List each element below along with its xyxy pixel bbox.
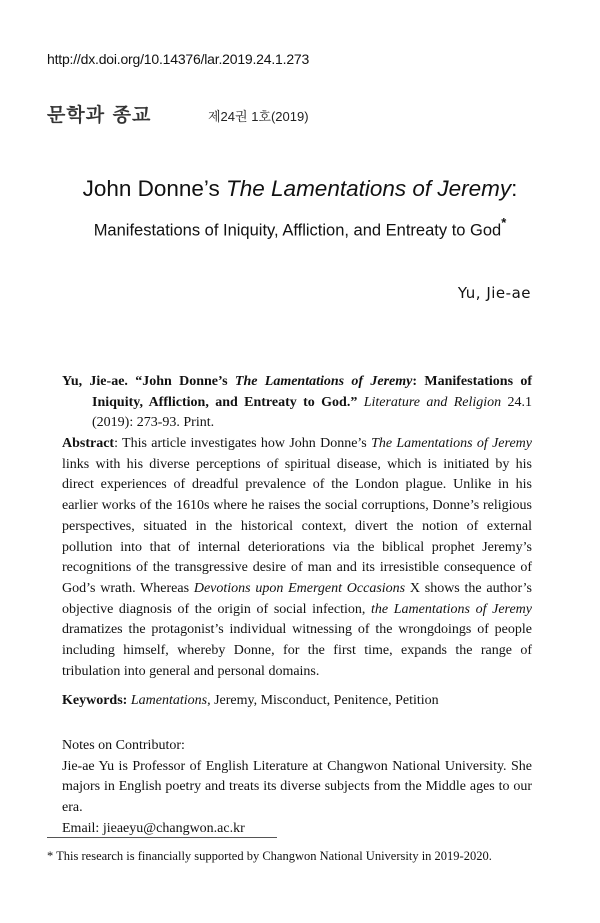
keywords-label: Keywords:	[62, 693, 128, 708]
keywords	[62, 691, 532, 712]
footnote-divider	[47, 837, 277, 838]
notes-email[interactable]: Email: jieaeyu@changwon.ac.kr	[62, 820, 245, 836]
contributor-notes	[62, 736, 532, 840]
abstract-italic: The Lamentations of Jeremy	[371, 436, 532, 451]
abstract	[62, 434, 532, 682]
title-colon: :	[511, 176, 518, 201]
citation	[62, 372, 532, 434]
abstract-italic: the Lamentations of Jeremy	[371, 601, 532, 617]
citation-authors: Yu, Jie-ae.	[62, 374, 128, 389]
abstract-text: X shows the author’s objective diagnosis of the origin of social infection,	[62, 580, 532, 617]
journal-issue: 제24권 1호(2019)	[208, 109, 309, 124]
notes-text: Jie-ae Yu is Professor of English Literature at Changwon National University. She majors in English poetry and treats its diverse subjects from the Middle ages to our era.	[62, 758, 532, 816]
citation-title-post: : Manifestations of Iniquity, Affliction, and Entreaty to God.”	[92, 374, 532, 410]
paper-title	[0, 176, 600, 202]
citation-details: 24.1 (2019): 273-93. Print.	[92, 394, 533, 431]
author-name: Yu, Jie-ae	[457, 284, 531, 302]
abstract-text: links with his diverse perceptions of spiritual disease, which is initiated by his direct experiences of dreadful prevalence of the London plague. Unlike in his earlier works of the 1610s where he raises the social corruptions, Donne’s religious perspectives, situated in the historical context, divert the notion of external pollution into that of internal deteriorations via the biblical prophet Jeremy’s recognitions of the transgressive desire of man and its irresistible consequence of God’s wrath. Whereas	[62, 456, 532, 596]
abstract-label: Abstract	[62, 436, 115, 451]
keyword-italic: Lamentations	[130, 693, 208, 708]
citation-journal: Literature and Religion	[363, 394, 502, 410]
footnote: * This research is financially supported by Changwon National University in 2019-2020.	[47, 849, 492, 863]
title-prefix: John Donne’s	[82, 176, 227, 201]
title-work: The Lamentations of Jeremy	[226, 176, 512, 201]
subtitle-text: Manifestations of Iniquity, Affliction, and Entreaty to God	[93, 221, 502, 240]
citation-title-italic: The Lamentations of Jeremy	[234, 374, 413, 389]
journal-logo: 문학과 종교	[47, 104, 152, 126]
doi-link[interactable]: http://dx.doi.org/10.14376/lar.2019.24.1.273	[47, 51, 310, 67]
paper-subtitle	[0, 217, 600, 241]
abstract-text: dramatizes the protagonist’s individual witnessing of the wrongdoings of people including himself, whereby Donne, for the first time, expands the range of tribulation into general and personal domains.	[62, 622, 532, 679]
keywords-list: , Jeremy, Misconduct, Penitence, Petition	[207, 693, 439, 708]
abstract-text: : This article investigates how John Donne’s	[114, 436, 372, 451]
title-footnote-mark: *	[501, 215, 507, 230]
citation-title-pre: “John Donne’s	[135, 374, 235, 389]
notes-heading: Notes on Contributor:	[62, 738, 185, 753]
abstract-italic: Devotions upon Emergent Occasions	[193, 580, 406, 596]
